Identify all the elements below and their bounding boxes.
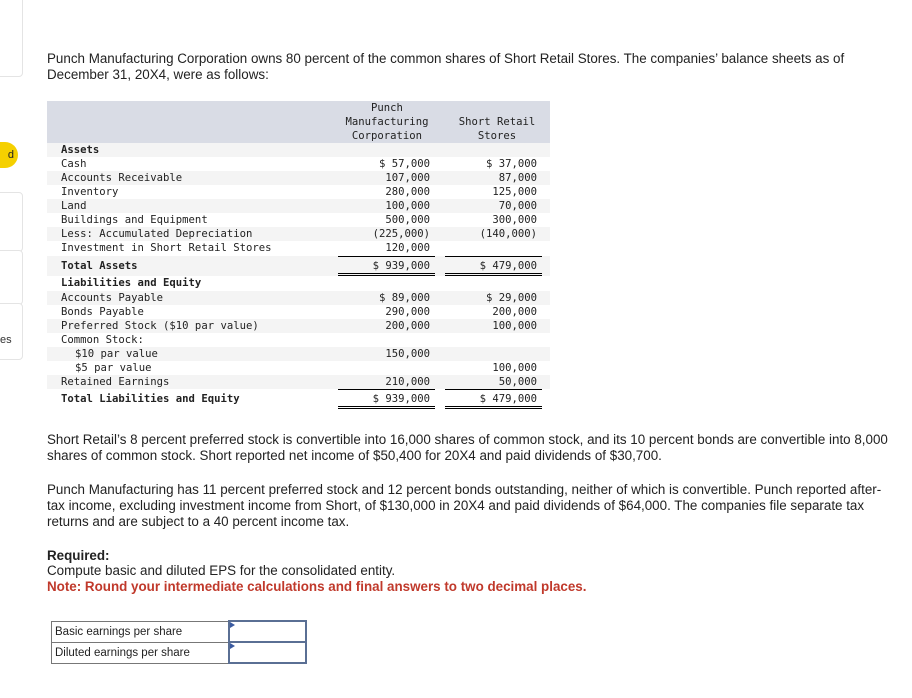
table-header [47, 101, 550, 143]
punch-value: 200,000 [385, 320, 430, 332]
punch-value: $ 89,000 [378, 292, 430, 304]
row-label: $10 par value [75, 348, 158, 360]
row-label: Buildings and Equipment [61, 214, 208, 226]
table-row [47, 375, 550, 389]
table-row [47, 389, 550, 409]
table-row [47, 361, 550, 375]
header-line: Corporation [351, 130, 423, 142]
punch-value: 107,000 [385, 172, 430, 184]
required-label: Required: [47, 548, 110, 563]
header-line: Stores [477, 130, 517, 142]
row-label: Preferred Stock ($10 par value) [61, 320, 259, 332]
intro-text: Punch Manufacturing Corporation owns 80 percent of the common shares of Short Retail Stores. The companies’ balance sheets as of December 31, 20X4, were as follows: [47, 51, 845, 82]
answer-label: Diluted earnings per share [52, 642, 230, 663]
underline [445, 256, 542, 257]
sidebar-item-label: es [0, 334, 12, 346]
row-label: Assets [61, 144, 100, 156]
table-row [47, 241, 550, 256]
table-row [47, 185, 550, 199]
punch-value: 210,000 [385, 376, 430, 388]
short-value: 200,000 [492, 306, 537, 318]
answer-label: Basic earnings per share [52, 621, 230, 642]
diluted-eps-input[interactable] [229, 642, 306, 663]
row-label: Cash [61, 158, 87, 170]
paragraph-convertibles: Short Retail’s 8 percent preferred stock is convertible into 16,000 shares of common stock, and its 10 percent bonds are convertible into 8,000 shares of common stock. Short reported net income of $50,400 for 20X4 and paid dividends of $30,700. [47, 432, 888, 463]
punch-value: 500,000 [385, 214, 430, 226]
table-row [47, 227, 550, 241]
table-row [47, 171, 550, 185]
short-value: $ 479,000 [479, 260, 537, 272]
underline [338, 389, 435, 390]
punch-value: $ 57,000 [378, 158, 430, 170]
punch-value: 280,000 [385, 186, 430, 198]
header-line: Manufacturing [345, 116, 429, 128]
punch-value: 120,000 [385, 242, 430, 254]
header-line: Short Retail [458, 116, 536, 128]
short-value: $ 29,000 [485, 292, 537, 304]
row-label: Inventory [61, 186, 119, 198]
row-label: Land [61, 200, 87, 212]
underline [338, 256, 435, 257]
table-row [47, 319, 550, 333]
answer-table [51, 620, 307, 664]
short-value: 50,000 [498, 376, 537, 388]
short-value: 300,000 [492, 214, 537, 226]
required-text: Compute basic and diluted EPS for the consolidated entity. [47, 563, 396, 578]
short-value: 100,000 [492, 320, 537, 332]
sidebar-card[interactable] [0, 250, 23, 305]
paragraph-punch: Punch Manufacturing has 11 percent preferred stock and 12 percent bonds outstanding, neither of which is convertible. Punch reported after-tax income, excluding investment income from Short, of $130,000 in 20X4 and paid dividends of $64,000. The companies file separate tax returns and are subject to a 40 percent income tax. [47, 482, 882, 529]
row-label: Common Stock: [61, 334, 144, 346]
short-value: $ 37,000 [485, 158, 537, 170]
table-row [47, 276, 550, 291]
underline [445, 389, 542, 390]
answer-row [52, 621, 307, 642]
short-value: 87,000 [498, 172, 537, 184]
punch-value: 290,000 [385, 306, 430, 318]
table-row [47, 213, 550, 227]
short-value: (140,000) [479, 228, 537, 240]
balance-sheet-table [47, 101, 550, 409]
punch-value: $ 939,000 [372, 393, 430, 405]
table-row [47, 143, 550, 157]
sidebar-card[interactable] [0, 303, 23, 360]
row-label: Accounts Payable [61, 292, 164, 304]
punch-value: $ 939,000 [372, 260, 430, 272]
row-label: Investment in Short Retail Stores [61, 242, 272, 254]
double-underline [338, 406, 435, 409]
short-value: 70,000 [498, 200, 537, 212]
table-row [47, 333, 550, 347]
table-row [47, 291, 550, 305]
basic-eps-input[interactable] [229, 621, 306, 642]
row-label: Bonds Payable [61, 306, 144, 318]
col-header-short [447, 115, 547, 143]
punch-value: 150,000 [385, 348, 430, 360]
table-body [47, 143, 550, 409]
row-label: $5 par value [75, 362, 152, 374]
row-label: Accounts Receivable [61, 172, 183, 184]
short-value: 125,000 [492, 186, 537, 198]
rounding-note: Note: Round your intermediate calculations and final answers to two decimal places. [47, 579, 587, 594]
row-label: Retained Earnings [61, 376, 170, 388]
short-value: 100,000 [492, 362, 537, 374]
header-line: Punch [371, 102, 403, 114]
sidebar-card[interactable] [0, 0, 23, 77]
table-row [47, 256, 550, 276]
table-row [47, 157, 550, 171]
row-label: Total Assets [61, 260, 138, 272]
double-underline [445, 406, 542, 409]
answer-row [52, 642, 307, 663]
short-value: $ 479,000 [479, 393, 537, 405]
table-row [47, 305, 550, 319]
sidebar-badge[interactable]: d [0, 142, 18, 168]
row-label: Less: Accumulated Depreciation [61, 228, 253, 240]
sidebar-card[interactable] [0, 192, 23, 252]
table-row [47, 199, 550, 213]
punch-value: (225,000) [372, 228, 430, 240]
row-label: Liabilities and Equity [61, 277, 202, 289]
col-header-punch [332, 101, 442, 143]
punch-value: 100,000 [385, 200, 430, 212]
table-row [47, 347, 550, 361]
row-label: Total Liabilities and Equity [61, 393, 240, 405]
